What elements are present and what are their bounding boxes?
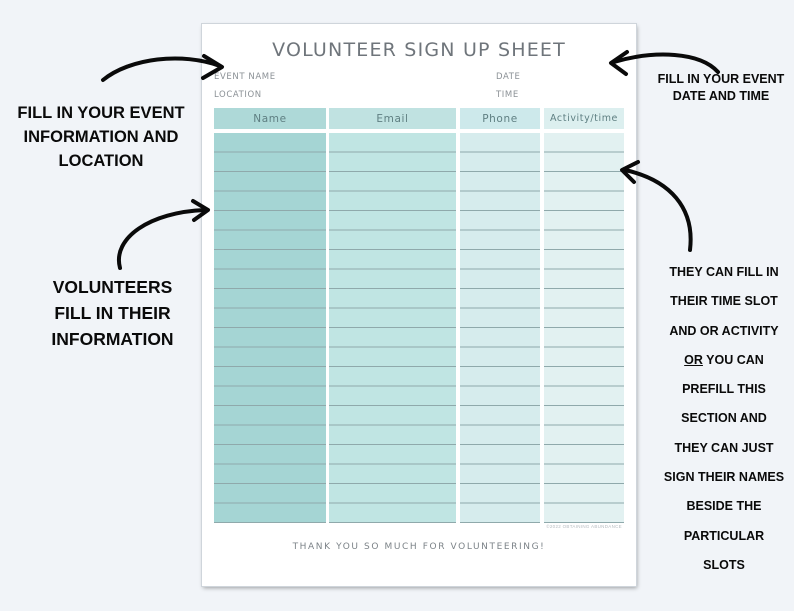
- annotation-date-time: [652, 71, 790, 105]
- underlined-or: OR: [684, 352, 703, 367]
- annotation-line: SECTION AND: [681, 411, 767, 426]
- location-label: LOCATION: [214, 90, 262, 100]
- annotation-volunteers: [30, 274, 195, 352]
- annotation-line: PARTICULAR: [683, 528, 765, 543]
- event-name-label: EVENT NAME: [214, 72, 276, 82]
- column-header-activity: Activity/time: [544, 108, 624, 129]
- annotation-line: SIGN THEIR NAMES: [663, 470, 785, 485]
- sign-up-table: [214, 108, 624, 523]
- annotation-line: INFORMATION: [51, 329, 174, 349]
- thank-you-footer: THANK YOU SO MUCH FOR VOLUNTEERING!: [292, 542, 546, 552]
- annotation-line: FILL IN THEIR: [54, 303, 171, 323]
- column-phone: [460, 108, 540, 523]
- time-label: TIME: [496, 90, 519, 100]
- curved-arrow-icon: [119, 201, 208, 268]
- annotation-line: AND OR ACTIVITY: [669, 323, 779, 338]
- column-rows-phone[interactable]: [460, 133, 540, 523]
- annotation-line: THEY CAN JUST: [674, 440, 774, 455]
- annotation-line: SLOTS: [703, 557, 745, 572]
- column-rows-name[interactable]: [214, 133, 326, 523]
- column-email: [329, 108, 456, 523]
- date-label: DATE: [496, 72, 521, 82]
- sign-up-sheet: [202, 24, 636, 586]
- column-activity: [544, 108, 624, 523]
- annotation-line: THEIR TIME SLOT: [670, 294, 778, 309]
- annotation-line: BESIDE THE: [686, 499, 762, 514]
- annotation-line: VOLUNTEERS: [52, 277, 173, 297]
- annotation-line: LOCATION: [58, 152, 144, 170]
- column-rows-activity[interactable]: [544, 133, 624, 523]
- annotation-line: [644, 346, 794, 375]
- annotation-line-rest: YOU CAN: [702, 352, 764, 367]
- annotation-line: INFORMATION AND: [23, 128, 179, 146]
- annotation-line: THEY CAN FILL IN: [669, 265, 779, 279]
- annotation-line: DATE AND TIME: [672, 89, 770, 103]
- annotation-activity: [644, 258, 794, 580]
- annotation-event-info: [6, 101, 196, 173]
- sheet-title: VOLUNTEER SIGN UP SHEET: [272, 39, 566, 61]
- column-rows-email[interactable]: [329, 133, 456, 523]
- column-header-name: Name: [214, 108, 326, 129]
- column-header-phone: Phone: [460, 108, 540, 129]
- copyright-note: ©2022 OBTAINING ABUNDANCE: [546, 524, 622, 529]
- annotation-line: FILL IN YOUR EVENT: [17, 104, 185, 122]
- column-header-email: Email: [329, 108, 456, 129]
- column-name: [214, 108, 326, 523]
- annotation-line: PREFILL THIS: [682, 382, 766, 397]
- annotation-line: FILL IN YOUR EVENT: [657, 72, 785, 86]
